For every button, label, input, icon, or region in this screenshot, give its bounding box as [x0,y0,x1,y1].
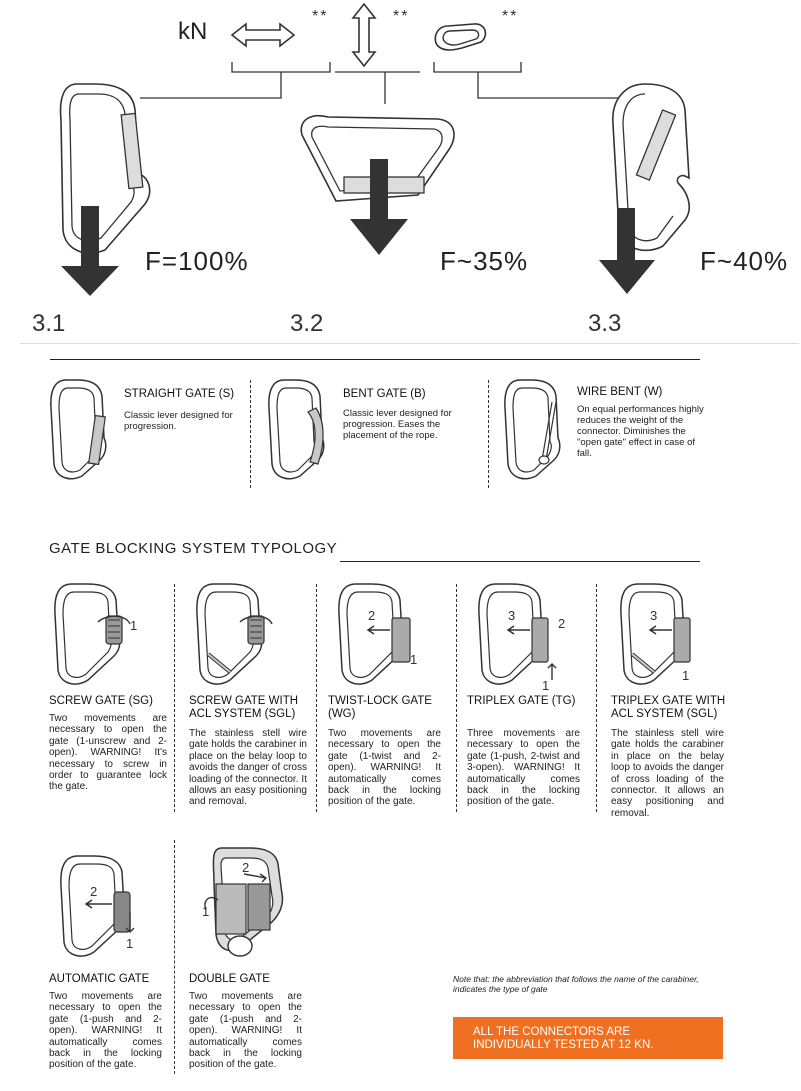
svg-text:1: 1 [410,652,418,667]
column-separator [250,380,251,488]
force-label-1: F=100% [145,246,249,276]
automatic-gate-carabiner-icon [56,852,156,962]
force-label-2: F~35% [440,246,529,276]
carabiner-open-gate-icon [605,80,705,300]
section-title-rule [340,561,700,562]
svg-text:2: 2 [558,616,566,631]
gate-type-desc-3: On equal performances highly reduces the weight of the connector. Diminishes the "open gate" effect in case of fall. [577,404,704,459]
column-separator [174,584,175,812]
star-mark-2: ** [393,8,410,25]
gate-type-title-3: WIRE BENT (W) [577,386,663,398]
gate-type-desc-1: Classic lever designed for progression. [124,410,233,432]
blocking-desc-4: Three movements are necessary to open the gate (1-push, 2-twist and 3-open). WARNING! It automatically comes back in the locking position of the gate. [467,728,580,808]
wire-gate-carabiner-icon [502,378,572,484]
figure-label-1: 3.1 [32,310,66,337]
star-mark-3: ** [502,8,519,25]
svg-text:3: 3 [508,608,516,623]
blocking-desc-1: Two movements are necessary to open the gate (1-unscrew and 2-open). WARNING! It's necessary to screw in order to guarantee lock the gate. [49,713,167,793]
svg-text:2: 2 [90,884,98,899]
svg-text:3: 3 [650,608,658,623]
blocking-desc-3: Two movements are necessary to open the gate (1-twist and 2-open). WARNING! It automatically comes back in the locking position of the gate. [328,728,441,808]
column-separator [316,584,317,812]
svg-text:1: 1 [682,668,690,683]
blocking-desc-7: Two movements are necessary to open the gate (1-push and 2-open). WARNING! It automatically comes back in the locking position of the gate. [189,991,302,1071]
gate-type-title-1: STRAIGHT GATE (S) [124,388,235,400]
blocking-title-6: AUTOMATIC GATE [49,973,150,985]
svg-text:1: 1 [126,936,134,951]
double-gate-carabiner-icon [200,844,300,970]
figure-label-3: 3.3 [588,310,622,337]
twist-lock-carabiner-icon [334,580,434,690]
section-title: GATE BLOCKING SYSTEM TYPOLOGY [49,540,338,557]
svg-text:2: 2 [368,608,376,623]
star-mark-1: ** [312,8,329,25]
abbreviation-note: Note that: the abbreviation that follows the name of the carabiner, indicates the type of gate [453,974,699,994]
blocking-desc-5: The stainless stell wire gate holds the carabiner in place on the belay loop to avoids the danger of cross loading of the connector. It allows an easy positioning and removal. [611,728,724,819]
force-label-3: F~40% [700,246,789,276]
figure-label-2: 3.2 [290,310,324,337]
triplex-gate-carabiner-icon [474,580,574,693]
bent-gate-carabiner-icon [266,378,336,484]
blocking-title-7: DOUBLE GATE [189,973,270,985]
blocking-title-4: TRIPLEX GATE (TG) [467,695,576,707]
screw-gate-carabiner-icon [50,580,150,690]
svg-text:1: 1 [202,904,210,919]
svg-text:1: 1 [542,678,550,693]
step-1-label: 1 [130,618,138,633]
blocking-desc-6: Two movements are necessary to open the gate (1-push and 2-open). WARNING! It automatically comes back in the locking position of the gate. [49,991,162,1071]
tested-banner: ALL THE CONNECTORS ARE INDIVIDUALLY TESTED AT 12 KN. [453,1017,723,1059]
carabiner-cross-load-icon [298,115,458,260]
column-separator [174,840,175,1074]
blocking-title-3: TWIST-LOCK GATE (WG) [328,695,432,720]
blocking-desc-2: The stainless stell wire gate holds the carabiner in place on the belay loop to avoids the danger of cross loading of the connector. It allows an easy positioning and removal. [189,728,307,808]
blocking-title-1: SCREW GATE (SG) [49,695,153,707]
unit-label: kN [178,18,208,45]
gate-type-title-2: BENT GATE (B) [343,388,426,400]
section-divider-1 [50,359,700,360]
triplex-gate-acl-carabiner-icon [616,580,716,690]
column-separator [596,584,597,812]
column-separator [488,380,489,488]
svg-text:2: 2 [242,860,250,875]
straight-gate-carabiner-icon [48,378,118,484]
column-separator [456,584,457,812]
blocking-title-2: SCREW GATE WITH ACL SYSTEM (SGL) [189,695,299,720]
screw-gate-acl-carabiner-icon [192,580,292,690]
gate-type-desc-2: Classic lever designed for progression. Eases the placement of the rope. [343,408,452,441]
faint-divider [20,343,799,344]
blocking-title-5: TRIPLEX GATE WITH ACL SYSTEM (SGL) [611,695,726,720]
